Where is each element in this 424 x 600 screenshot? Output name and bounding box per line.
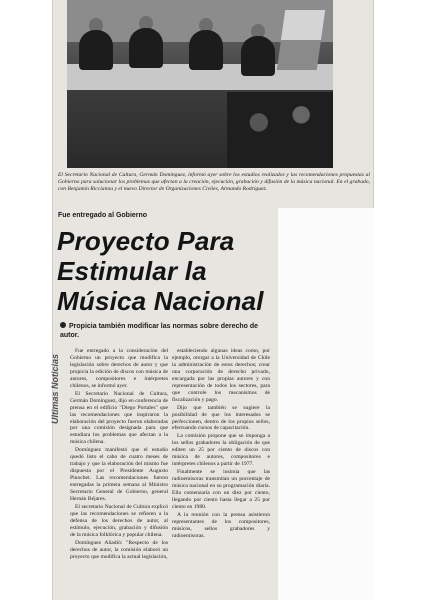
paragraph: La comisión propone que se imponga a los sellos grabadores la obligación de que editen un 25 por ciento de discos con música de autores, compositores e intérpretes chilenos a partir de 1977. [172,433,270,468]
article-column-2 [172,348,270,541]
paragraph: estableciendo algunas ideas como, por ejemplo, otorgar a la Universidad de Chile la administración de estos derechos; crear una corporación de derecho privado, encargada por las propias autores y con representación de todos los sectores, para que controle los mecanismos de fiscalización y pago. [172,348,270,403]
paragraph: El secretario Nacional de Cultura explicó que las recomendaciones se refieren a la defensa de los derechos de autor, al estímulo, ejecución, grabación y difusión de la música folklórica y popular chilena. [70,503,168,538]
paragraph: Fue entregado a la consideración del Gobierno un proyecto que modifica la legislación sobre derechos de autor y que propicia la edición de discos con música de autores, compositores e intérpretes chilenos, se informó ayer. [70,348,168,389]
paragraph: Finalmente se insinúa que las radioemisoras transmitan un porcentaje de música nacional en su programación diaria. Ella comenzaría con un diez por ciento, llegando por ciento hasta llegar a 25 por ciento en 1980. [172,469,270,510]
article-column-1 [70,348,168,562]
headline-line: Proyecto Para [57,226,235,256]
kicker: Fue entregado al Gobierno [58,212,148,219]
headline-line: Música Nacional [57,286,264,316]
headline [57,226,277,316]
side-stamp: Ultimas Noticias [50,353,60,424]
paragraph: El Secretario Nacional de Cultura, Germán Domínguez, dijo en conferencia de prensa en el edificio "Diego Portales" que las recomendaciones que inspiraron la elaboración del proyecto fueron elaboradas por una comisión designada para que estudiara los problemas que afectan a la música chilena. [70,390,168,446]
paragraph: Dijo que también se sugiere la posibilidad de que los interesados se perfeccionen, dentro de los propios sellos, efectuando cursos de capacitación. [172,404,270,432]
subheadline: Propicia también modificar las normas sobre derecho de autor. [60,323,259,339]
blank-margin [278,208,374,600]
news-photo [67,0,333,168]
paragraph: Domínguez manifestó que el estudio quedó listo el cabo de cuatro meses de trabajo y que la elaboración del mismo fue dispuesta por el Presidente Augusto Pinochet. Las recomendaciones fueron entregadas la primera semana al Ministro Secretario General de Gobierno, general Hernán Béjares. [70,447,168,503]
photo-caption: El Secretario Nacional de Cultura, Germán Domínguez, informó ayer sobre los estudios realizados y las recomendaciones propuestas al Gobierno para solucionar los problemas que afectan a la creación, ejecución, grabación y difusión de la música nacional. En el grabado, con Benjamín Riccianna y el nuevo Director de Organizaciones Civiles, Armando Rodríguez. [58,172,370,192]
paragraph: A la reunión con la prensa asistieron representantes de los compositores, músicos, sellos grabadores y radioemisoras. [172,511,270,539]
headline-line: Estimular la [57,256,207,286]
paragraph: Domínguez Añadió: "Respecto de los derechos de autor, la comisión elaboró un proyecto que modifica la actual legislación, [70,539,168,560]
bullet-icon [60,322,66,328]
